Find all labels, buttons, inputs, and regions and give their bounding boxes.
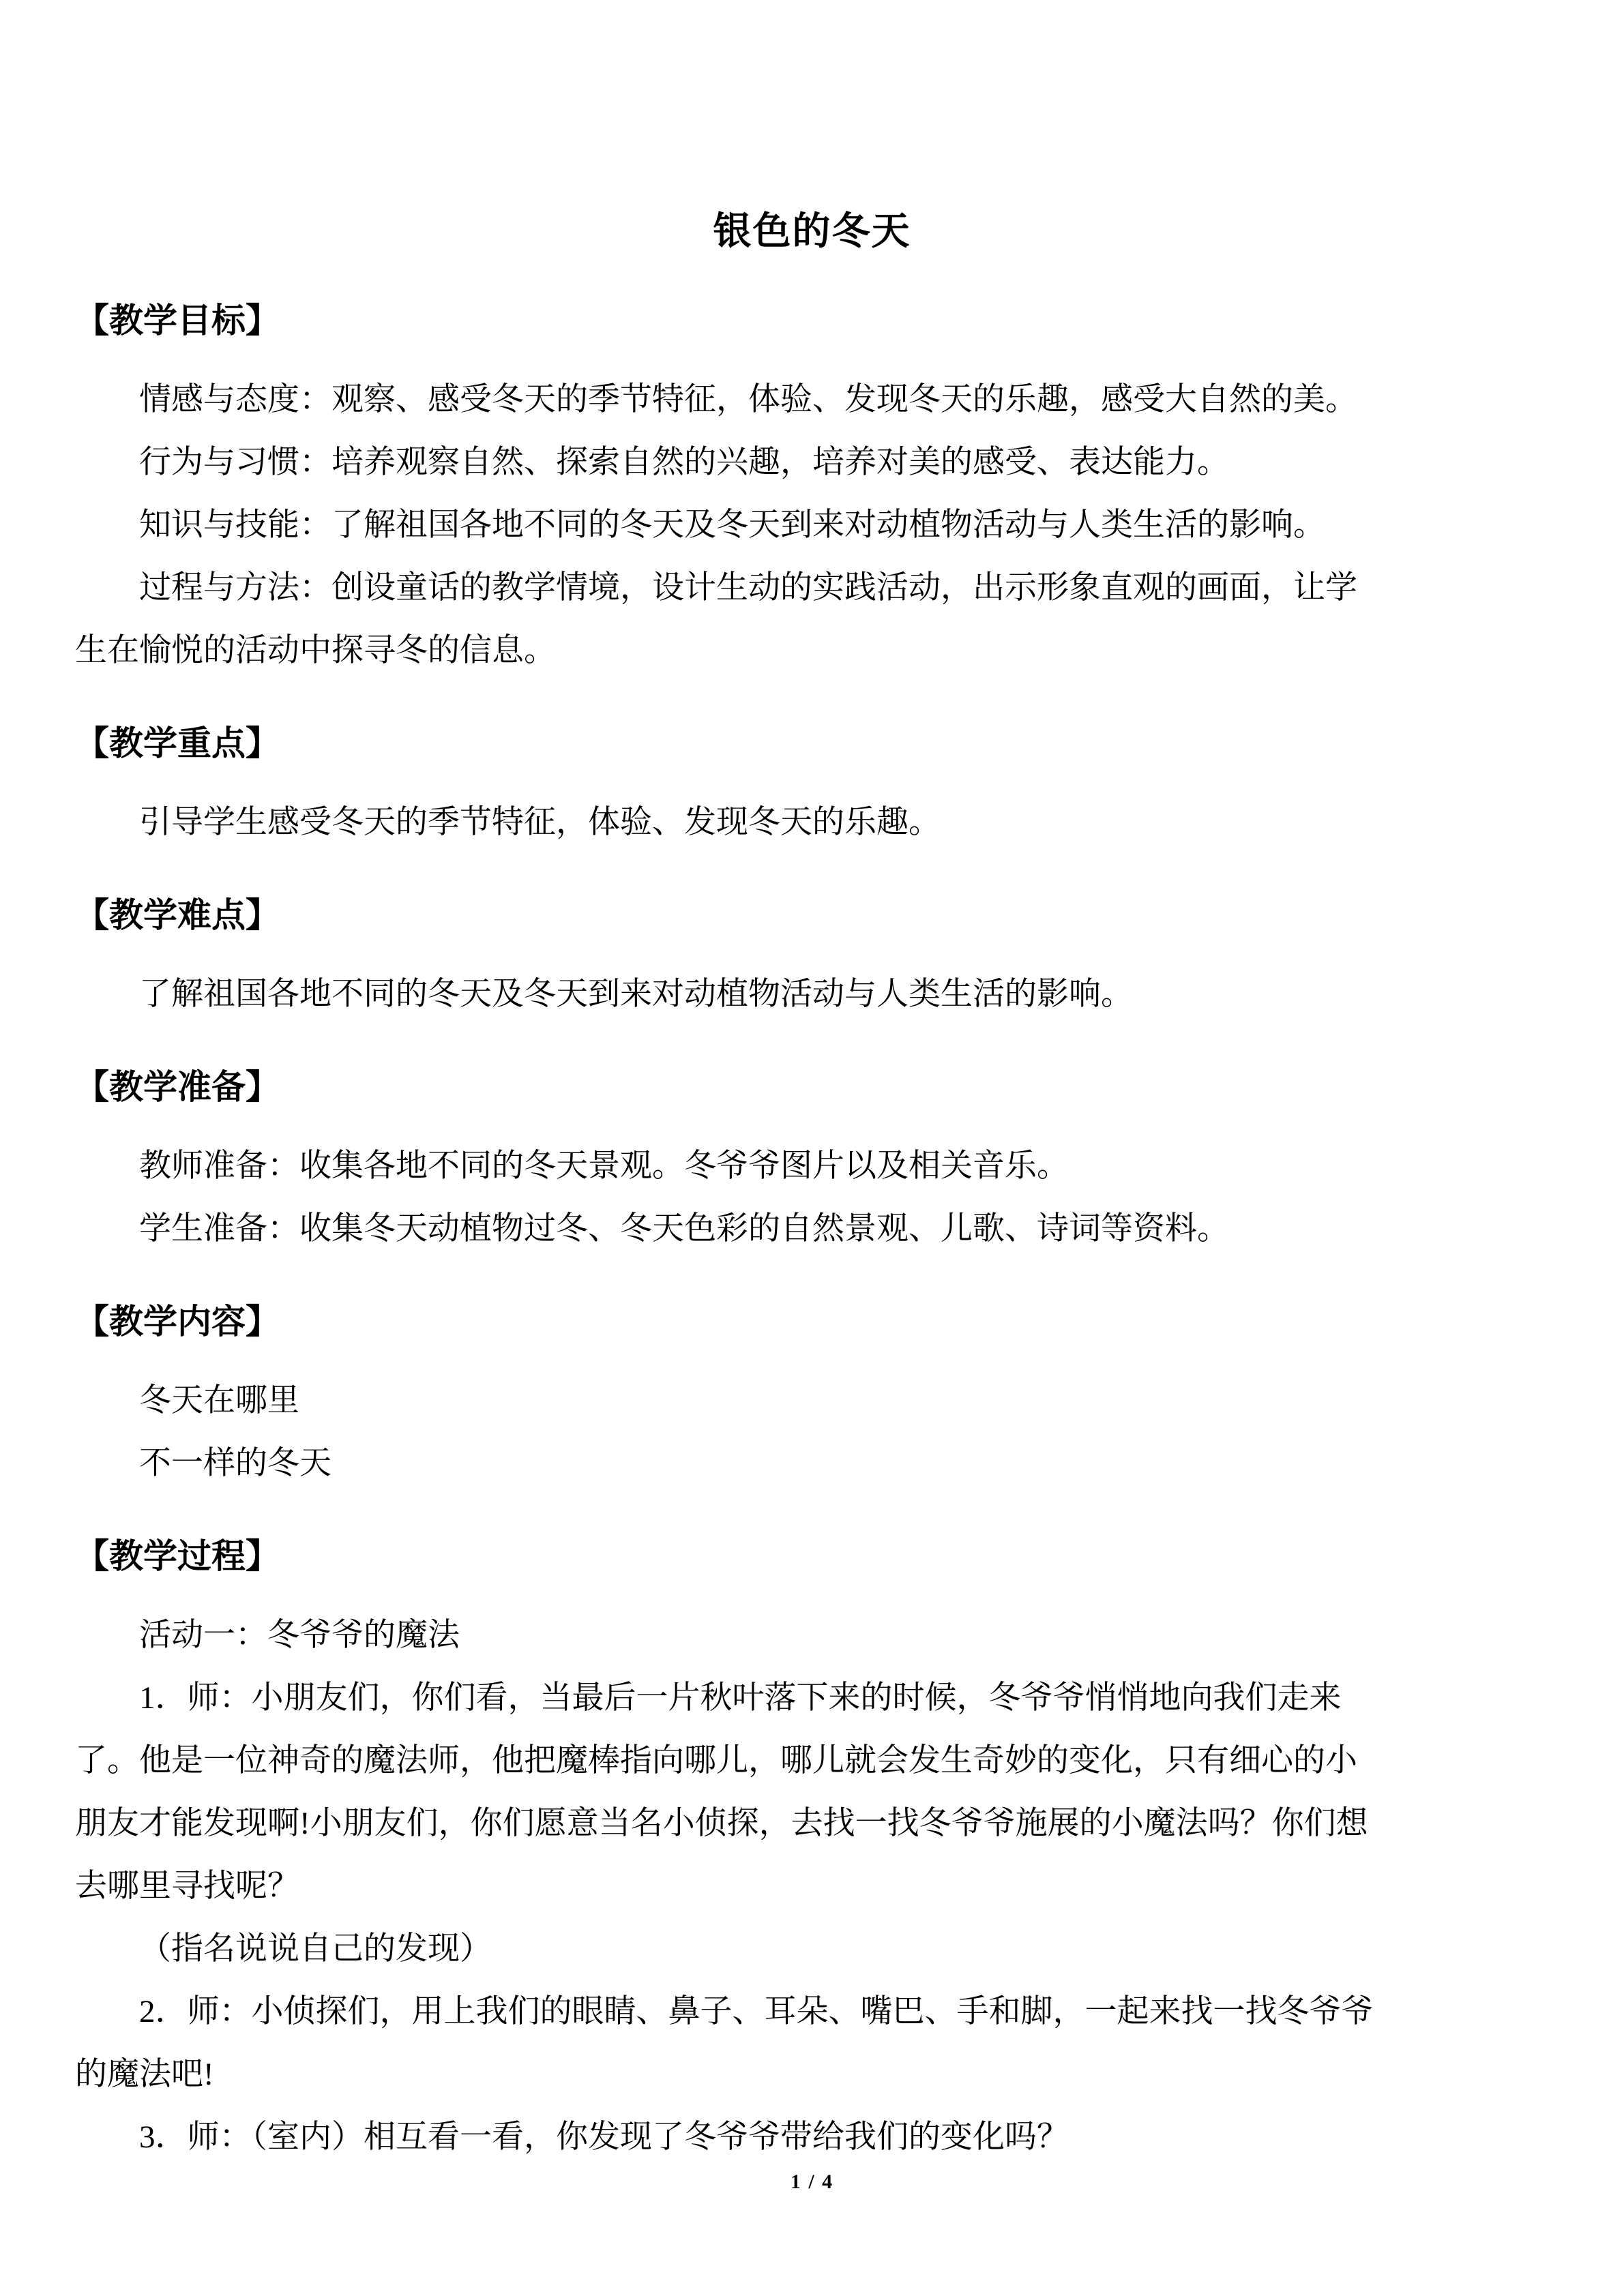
text-line: （指名说说自己的发现） xyxy=(139,1931,492,1967)
text-line: 生在愉悦的活动中探寻冬的信息。 xyxy=(75,633,556,668)
text-line: 2．师：小侦探们，用上我们的眼睛、鼻子、耳朵、嘴巴、手和脚，一起来找一找冬爷爷 xyxy=(139,1994,1374,2029)
text-line: 学生准备：收集冬天动植物过冬、冬天色彩的自然景观、儿歌、诗词等资料。 xyxy=(139,1211,1229,1247)
text-line: 的魔法吧! xyxy=(75,2057,214,2092)
text-line: 过程与方法：创设童话的教学情境，设计生动的实践活动，出示形象直观的画面，让学 xyxy=(139,570,1357,606)
section-heading: 【教学内容】 xyxy=(75,1302,280,1341)
section-heading: 【教学重点】 xyxy=(75,724,280,762)
text-line: 教师准备：收集各地不同的冬天景观。冬爷爷图片以及相关音乐。 xyxy=(139,1148,1069,1184)
section-preparation xyxy=(75,1063,1549,1260)
section-content xyxy=(75,1298,1549,1495)
text-line: 引导学生感受冬天的季节特征，体验、发现冬天的乐趣。 xyxy=(139,805,941,840)
text-line: 朋友才能发现啊!小朋友们，你们愿意当名小侦探，去找一找冬爷爷施展的小魔法吗？你们想 xyxy=(75,1806,1368,1841)
section-heading: 【教学目标】 xyxy=(75,301,280,340)
text-line: 冬天在哪里 xyxy=(139,1383,299,1418)
section-process xyxy=(75,1532,1549,2168)
page-number: 1 / 4 xyxy=(790,2171,834,2193)
document-title: 银色的冬天 xyxy=(713,211,911,253)
section-key-points xyxy=(75,719,1549,854)
text-line: 3．师：（室内）相互看一看，你发现了冬爷爷带给我们的变化吗？ xyxy=(139,2119,1069,2155)
section-heading: 【教学难点】 xyxy=(75,896,280,934)
text-line: 了。他是一位神奇的魔法师，他把魔棒指向哪儿，哪儿就会发生奇妙的变化，只有细心的小 xyxy=(75,1743,1357,1778)
section-heading: 【教学准备】 xyxy=(75,1068,280,1106)
text-line: 行为与习惯：培养观察自然、探索自然的兴趣，培养对美的感受、表达能力。 xyxy=(139,445,1229,480)
text-line: 情感与态度：观察、感受冬天的季节特征，体验、发现冬天的乐趣，感受大自然的美。 xyxy=(139,382,1357,417)
section-difficulties xyxy=(75,891,1549,1026)
section-objectives xyxy=(75,297,1549,682)
text-line: 知识与技能：了解祖国各地不同的冬天及冬天到来对动植物活动与人类生活的影响。 xyxy=(139,507,1325,543)
text-line: 去哪里寻找呢？ xyxy=(75,1868,299,1904)
text-line: 活动一：冬爷爷的魔法 xyxy=(139,1617,460,1653)
section-heading: 【教学过程】 xyxy=(75,1537,280,1575)
text-line: 1．师：小朋友们，你们看，当最后一片秋叶落下来的时候，冬爷爷悄悄地向我们走来 xyxy=(139,1680,1342,1716)
text-line: 了解祖国各地不同的冬天及冬天到来对动植物活动与人类生活的影响。 xyxy=(139,976,1133,1012)
text-line: 不一样的冬天 xyxy=(139,1446,331,1481)
